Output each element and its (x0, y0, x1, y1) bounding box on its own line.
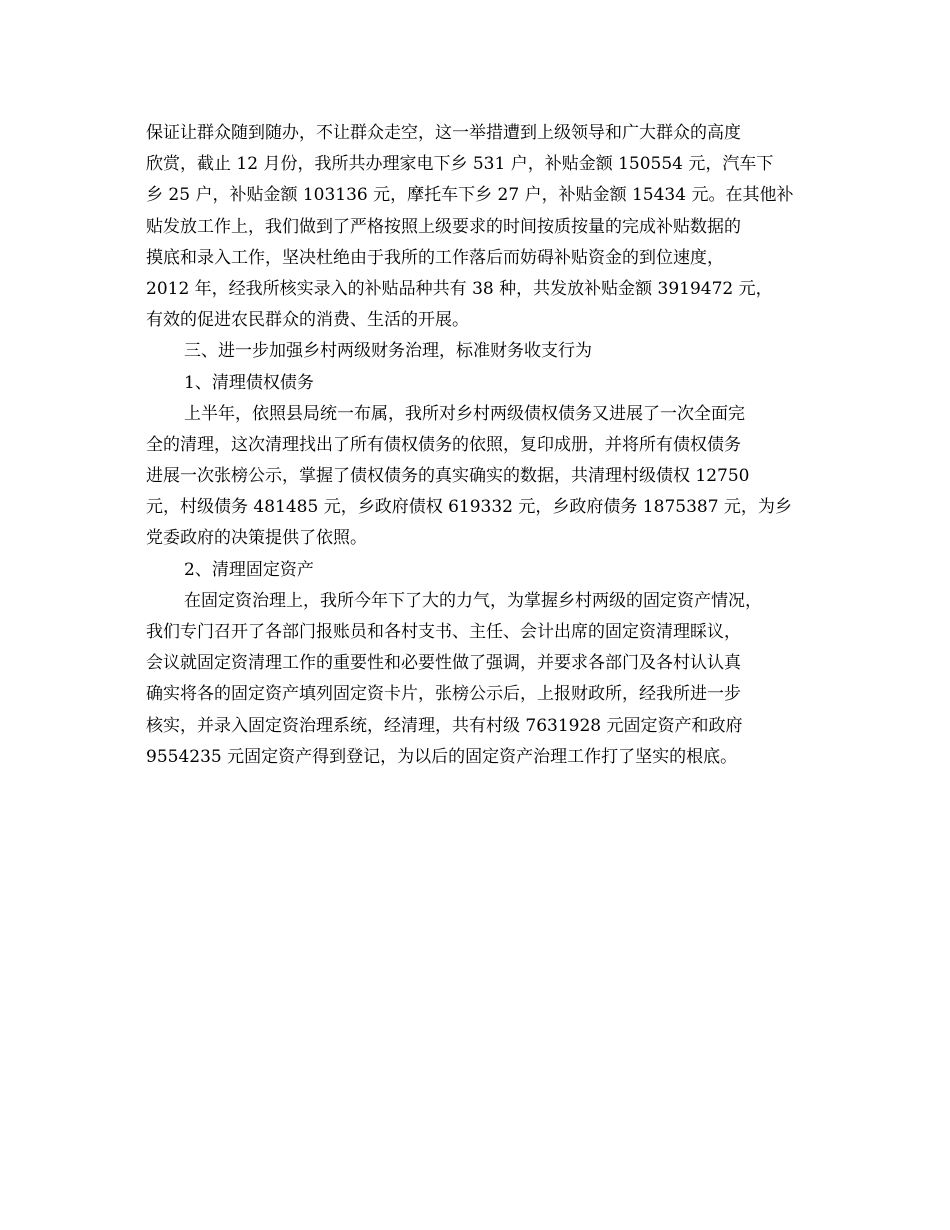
heading-line: 1、清理债权债务 (184, 372, 314, 393)
heading-line: 2、清理固定资产 (184, 559, 314, 580)
text-line: 核实，并录入固定资治理系统，经清理，共有村级 7631928 元固定资产和政府 (146, 715, 743, 736)
text-line: 进展一次张榜公示，掌握了债权债务的真实确实的数据，共清理村级债权 12750 (146, 466, 750, 487)
text-line: 保证让群众随到随办，不让群众走空，这一举措遭到上级领导和广大群众的高度 (146, 123, 741, 143)
text-line: 2012 年，经我所核实录入的补贴品种共有 38 种，共发放补贴金额 3919472 元， (146, 278, 773, 299)
document-body (146, 118, 816, 773)
text-line: 上半年，依照县局统一布属，我所对乡村两级债权债务又进展了一次全面完 (184, 403, 745, 424)
text-line: 确实将各的固定资产填列固定资卡片，张榜公示后，上报财政所，经我所进一步 (146, 684, 741, 705)
text-line: 摸底和录入工作，坚决杜绝由于我所的工作落后而妨碍补贴资金的到位速度， (146, 247, 724, 268)
text-line: 欣赏，截止 12 月份，我所共办理家电下乡 531 户，补贴金额 150554 元，汽车下 (146, 154, 774, 175)
text-line: 党委政府的决策提供了依照。 (146, 528, 367, 549)
text-line: 会议就固定资清理工作的重要性和必要性做了强调，并要求各部门及各村认认真 (146, 653, 741, 674)
text-line: 全的清理，这次清理找出了所有债权债务的依照，复印成册，并将所有债权债务 (146, 434, 741, 455)
section-3-heading (146, 336, 816, 367)
item-1-heading (146, 368, 816, 399)
text-line: 有效的促进农民群众的消费、生活的开展。 (146, 310, 469, 331)
text-line: 我们专门召开了各部门报账员和各村支书、主任、会计出席的固定资清理睬议， (146, 622, 741, 642)
heading-line: 三、进一步加强乡村两级财务治理，标准财务收支行为 (184, 341, 592, 362)
paragraph-subsidy-continuation (146, 118, 816, 336)
paragraph-fixed-asset-cleanup (146, 586, 816, 773)
text-line: 乡 25 户，补贴金额 103136 元，摩托车下乡 27 户，补贴金额 15434 元。在其他补 (146, 185, 794, 206)
text-line: 9554235 元固定资产得到登记，为以后的固定资产治理工作打了坚实的根底。 (146, 746, 738, 767)
text-line: 贴发放工作上，我们做到了严格按照上级要求的时间按质按量的完成补贴数据的 (146, 216, 741, 237)
text-line: 元，村级债务 481485 元，乡政府债权 619332 元，乡政府债务 1875387 元，为乡 (146, 497, 792, 518)
paragraph-debt-cleanup (146, 399, 816, 555)
text-line: 在固定资治理上，我所今年下了大的力气，为掌握乡村两级的固定资产情况， (184, 590, 762, 611)
item-2-heading (146, 555, 816, 586)
